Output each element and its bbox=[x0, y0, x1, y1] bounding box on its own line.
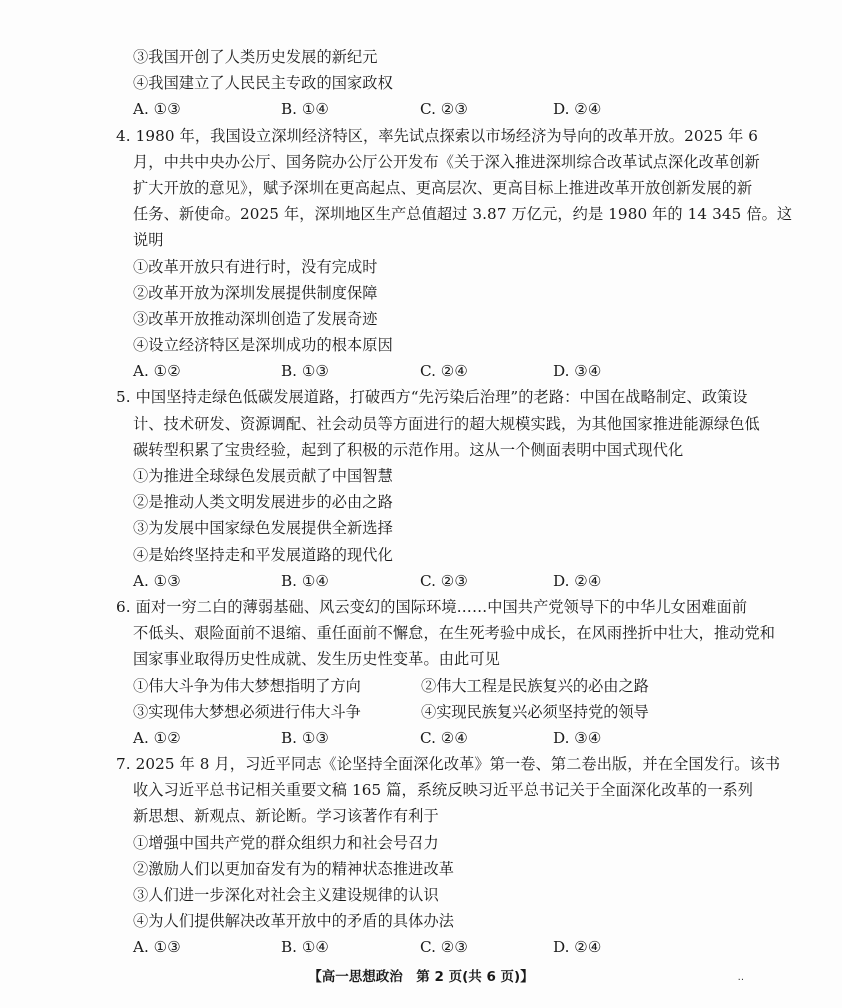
question-stem-line: 扩大开放的意见》，赋予深圳在更高起点、更高层次、更高目标上推进改革开放创新发展的新 bbox=[133, 178, 753, 197]
option-line: ②是推动人类文明发展进步的必由之路 bbox=[133, 493, 393, 512]
option-line: ③人们进一步深化对社会主义建设规律的认识 bbox=[133, 886, 439, 904]
option-pair bbox=[116, 699, 738, 725]
choice-a: A. ①② bbox=[133, 362, 181, 381]
option-line: ②伟大工程是民族复兴的必由之路 bbox=[421, 676, 649, 695]
choice-c: C. ②③ bbox=[420, 938, 468, 957]
option-pair bbox=[116, 673, 738, 699]
choice-d: D. ②④ bbox=[553, 938, 602, 957]
option-line: ①伟大斗争为伟大梦想指明了方向 bbox=[133, 676, 361, 695]
choice-a: A. ①③ bbox=[133, 100, 181, 119]
answer-choices bbox=[116, 725, 738, 751]
choice-d: D. ②④ bbox=[553, 571, 602, 590]
answer-choices bbox=[116, 934, 738, 960]
choice-b: B. ①③ bbox=[281, 728, 330, 747]
question-stem-line: 收入习近平总书记相关重要文稿 165 篇，系统反映习近平总书记关于全面深化改革的一系列 bbox=[133, 781, 754, 800]
question-stem-line: 新思想、新观点、新论断。学习该著作有利于 bbox=[133, 807, 439, 826]
answer-choices bbox=[116, 96, 738, 122]
choice-a: A. ①② bbox=[133, 728, 181, 747]
option-line: ①改革开放只有进行时，没有完成时 bbox=[133, 257, 378, 276]
option-line: ①为推进全球绿色发展贡献了中国智慧 bbox=[133, 467, 393, 485]
question-stem-line: 6. 面对一穷二白的薄弱基础、风云变幻的国际环境……中国共产党领导下的中华儿女困难面前 bbox=[116, 597, 748, 616]
option-line: ④设立经济特区是深圳成功的根本原因 bbox=[133, 336, 393, 355]
choice-a: A. ①③ bbox=[133, 938, 181, 957]
choice-b: B. ①③ bbox=[281, 362, 330, 381]
answer-choices bbox=[116, 358, 738, 384]
question-5 bbox=[116, 384, 760, 594]
question-stem-line: 7. 2025 年 8 月，习近平同志《论坚持全面深化改革》第一卷、第二卷出版，并在全国发行。该书 bbox=[116, 755, 781, 774]
option-line: ③为发展中国家绿色发展提供全新选择 bbox=[133, 519, 393, 538]
choice-b: B. ①④ bbox=[281, 571, 330, 590]
option-line: ③实现伟大梦想必须进行伟大斗争 bbox=[133, 702, 361, 721]
question-stem-line: 碳转型积累了宝贵经验，起到了积极的示范作用。这从一个侧面表明中国式现代化 bbox=[133, 440, 684, 459]
choice-a: A. ①③ bbox=[133, 571, 181, 590]
choice-c: C. ②④ bbox=[420, 728, 468, 747]
question-stem-line: 任务、新使命。2025 年，深圳地区生产总值超过 3.87 万亿元，约是 1980 年的 14 345 倍。这 bbox=[133, 205, 793, 224]
exam-content bbox=[116, 44, 793, 961]
question-stem-line: 5. 中国坚持走绿色低碳发展道路，打破西方“先污染后治理”的老路：中国在战略制定、政策设 bbox=[116, 388, 748, 407]
choice-d: D. ③④ bbox=[553, 728, 602, 747]
question-stem-line: 说明 bbox=[133, 231, 164, 250]
choice-b: B. ①④ bbox=[281, 100, 330, 119]
option-line: ③改革开放推动深圳创造了发展奇迹 bbox=[133, 309, 378, 328]
option-line: ④实现民族复兴必须坚持党的领导 bbox=[421, 702, 649, 721]
question-stem-line: 月，中共中央办公厅、国务院办公厅公开发布《关于深入推进深圳综合改革试点深化改革创新 bbox=[133, 152, 760, 171]
question-stem-line: 国家事业取得历史性成就、发生历史性变革。由此可见 bbox=[133, 650, 500, 669]
question-6 bbox=[116, 594, 776, 751]
answer-choices bbox=[116, 568, 738, 594]
question-7 bbox=[116, 751, 781, 961]
choice-b: B. ①④ bbox=[281, 938, 330, 957]
option-line: ④为人们提供解决改革开放中的矛盾的具体办法 bbox=[133, 912, 455, 931]
choice-c: C. ②④ bbox=[420, 362, 468, 381]
option-line: ④是始终坚持走和平发展道路的现代化 bbox=[133, 545, 393, 564]
question-4 bbox=[116, 123, 793, 385]
choice-d: D. ③④ bbox=[553, 362, 602, 381]
option-line: ③我国开创了人类历史发展的新纪元 bbox=[133, 48, 378, 66]
page-footer: 【高一思想政治 第 2 页(共 6 页)】 bbox=[308, 969, 534, 985]
choice-d: D. ②④ bbox=[553, 100, 602, 119]
question-stem-line: 4. 1980 年，我国设立深圳经济特区，率先试点探索以市场经济为导向的改革开放。2025 年 6 bbox=[116, 126, 759, 145]
question-stem-line: 计、技术研发、资源调配、社会动员等方面进行的超大规模实践，为其他国家推进能源绿色低 bbox=[133, 414, 760, 433]
corner-mark: ·· bbox=[737, 975, 744, 986]
choice-c: C. ②③ bbox=[420, 100, 468, 119]
option-line: ④我国建立了人民民主专政的国家政权 bbox=[133, 74, 393, 93]
question-stem-line: 不低头、艰险面前不退缩、重任面前不懈怠，在生死考验中成长，在风雨挫折中壮大，推动党和 bbox=[133, 624, 776, 643]
option-line: ②改革开放为深圳发展提供制度保障 bbox=[133, 283, 378, 302]
option-line: ②激励人们以更加奋发有为的精神状态推进改革 bbox=[133, 859, 455, 878]
option-line: ①增强中国共产党的群众组织力和社会号召力 bbox=[133, 833, 439, 852]
choice-c: C. ②③ bbox=[420, 571, 468, 590]
